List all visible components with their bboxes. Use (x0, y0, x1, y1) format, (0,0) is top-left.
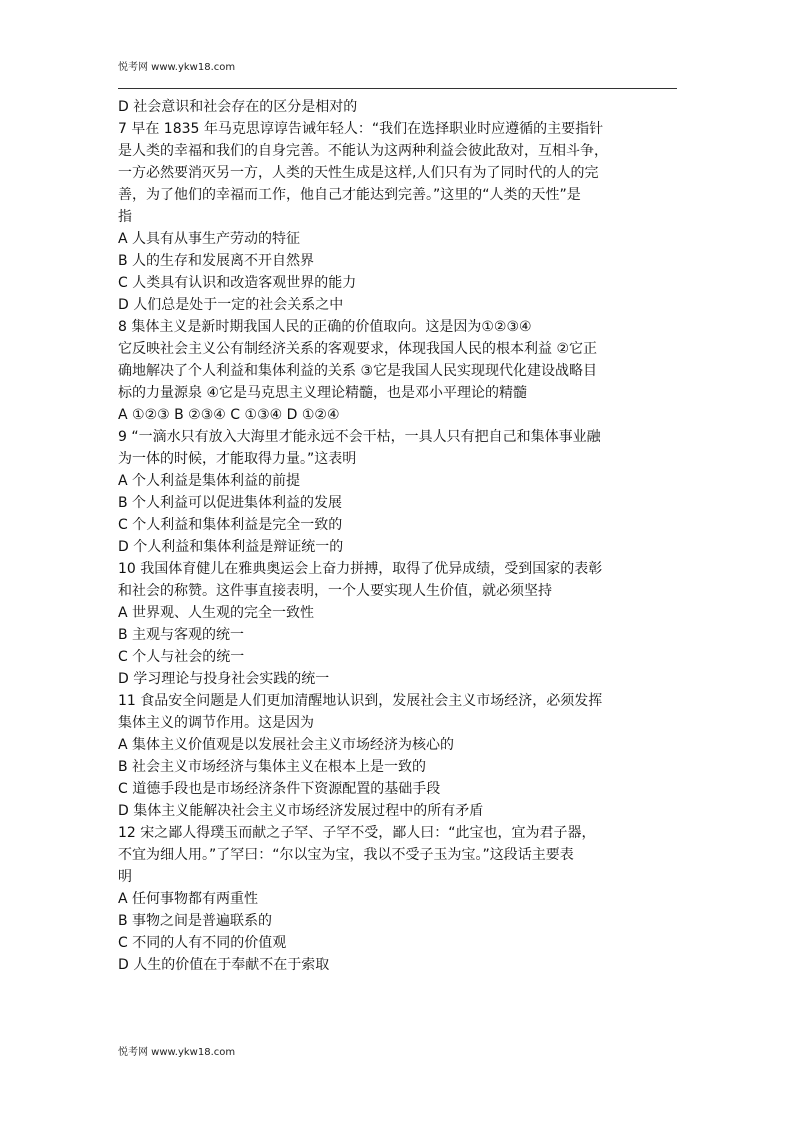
text-line: A ①②③ B ②③④ C ①③④ D ①②④ (118, 407, 340, 423)
document-body (118, 96, 690, 976)
text-line: D 人生的价值在于奉献不在于索取 (118, 957, 330, 973)
text-line: 善，为了他们的幸福而工作，他自己才能达到完善。”这里的“人类的天性”是 (118, 187, 581, 203)
text-line: A 世界观、人生观的完全一致性 (118, 605, 315, 621)
text-line: 8 集体主义是新时期我国人民的正确的价值取向。这是因为①②③④ (118, 319, 532, 335)
text-line: D 集体主义能解决社会主义市场经济发展过程中的所有矛盾 (118, 803, 484, 819)
text-line: 明 (118, 869, 132, 885)
text-line: D 个人利益和集体利益是辩证统一的 (118, 539, 344, 555)
text-line: B 社会主义市场经济与集体主义在根本上是一致的 (118, 759, 427, 775)
text-line: 12 宋之鄙人得璞玉而献之子罕、子罕不受，鄙人曰：“此宝也，宜为君子器， (118, 825, 596, 841)
text-line: A 任何事物都有两重性 (118, 891, 259, 907)
text-line: 9 “一滴水只有放入大海里才能永远不会干枯，一具人只有把自己和集体事业融 (118, 429, 601, 445)
text-line: 是人类的幸福和我们的自身完善。不能认为这两种利益会彼此敌对，互相斗争， (118, 143, 608, 159)
text-line: 10 我国体育健儿在雅典奥运会上奋力拼搏，取得了优异成绩，受到国家的表彰 (118, 561, 603, 577)
text-line: 指 (118, 209, 132, 225)
text-line: B 个人利益可以促进集体利益的发展 (118, 495, 343, 511)
text-line: 11 食品安全问题是人们更加清醒地认识到，发展社会主义市场经济，必须发挥 (118, 693, 603, 709)
text-line: 不宜为细人用。”了罕曰：“尔以宝为宝，我以不受子玉为宝。”这段话主要表 (118, 847, 574, 863)
header-divider (118, 88, 677, 89)
text-line: 标的力量源泉 ④它是马克思主义理论精髓，也是邓小平理论的精髓 (118, 385, 527, 401)
text-line: D 学习理论与投身社会实践的统一 (118, 671, 330, 687)
text-line: 和社会的称赞。这件事直接表明，一个人要实现人生价值，就必须坚持 (118, 583, 552, 599)
text-line: C 不同的人有不同的价值观 (118, 935, 287, 951)
text-line: 集体主义的调节作用。这是因为 (118, 715, 314, 731)
page-header: 悦考网 www.ykw18.com (118, 62, 236, 73)
text-line: B 事物之间是普遍联系的 (118, 913, 273, 929)
text-line: D 人们总是处于一定的社会关系之中 (118, 297, 344, 313)
text-line: 一方必然要消灭另一方，人类的天性生成是这样,人们只有为了同时代的人的完 (118, 165, 599, 181)
text-line: A 集体主义价值观是以发展社会主义市场经济为核心的 (118, 737, 455, 753)
text-line: B 人的生存和发展离不开自然界 (118, 253, 315, 269)
text-line: B 主观与客观的统一 (118, 627, 245, 643)
text-line: C 道德手段也是市场经济条件下资源配置的基础手段 (118, 781, 441, 797)
text-line: 确地解决了个人利益和集体利益的关系 ③它是我国人民实现现代化建设战略目 (118, 363, 597, 379)
text-line: C 个人利益和集体利益是完全一致的 (118, 517, 343, 533)
text-line: 它反映社会主义公有制经济关系的客观要求，体现我国人民的根本利益 ②它正 (118, 341, 597, 357)
text-line: 7 早在 1835 年马克思谆谆告诫年轻人：“我们在选择职业时应遵循的主要指针 (118, 121, 604, 137)
page-footer: 悦考网 www.ykw18.com (118, 1047, 236, 1058)
text-line: A 人具有从事生产劳动的特征 (118, 231, 301, 247)
text-line: C 个人与社会的统一 (118, 649, 245, 665)
text-line: D 社会意识和社会存在的区分是相对的 (118, 99, 358, 115)
text-line: C 人类具有认识和改造客观世界的能力 (118, 275, 357, 291)
text-line: A 个人利益是集体利益的前提 (118, 473, 301, 489)
text-line: 为一体的时候，才能取得力量。”这表明 (118, 451, 357, 467)
